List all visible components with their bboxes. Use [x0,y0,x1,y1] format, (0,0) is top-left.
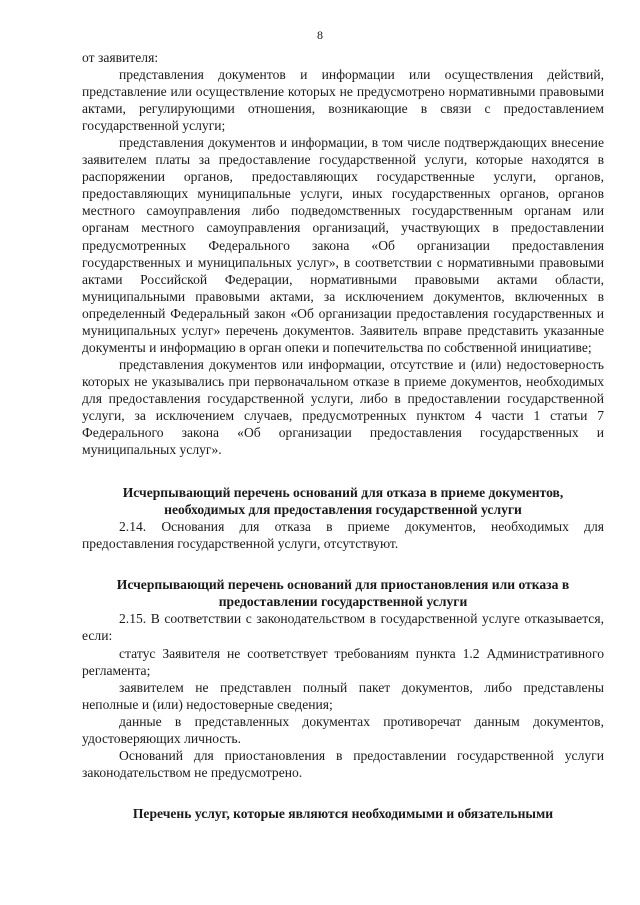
paragraph-item-3: представления документов или информации, отсутствие и (или) недостоверность которых не указывались при первоначальном отказе в приеме документов, необходимых для предоставления государственной услуги, либо в предоставлении государственной услуги, за исключением случаев, предусмотренных пунктом 4 части 1 статьи 7 Федерального закона «Об организации предоставления государственных и муниципальных услуг». [82,356,604,458]
paragraph-2-15: 2.15. В соответствии с законодательством в государственной услуге отказывается, если: [82,611,604,644]
section-heading-refusal-reasons: Исчерпывающий перечень оснований для отказа в приеме документов, необходимых для предоставления государственной услуги [122,485,564,518]
document-body [82,49,604,822]
paragraph-item-1: представления документов и информации или осуществления действий, представление или осуществление которых не предусмотрено нормативными правовыми актами, регулирующими отношения, возникающие в связи с предоставлением государственной услуги; [82,67,604,134]
paragraph-no-suspension: Оснований для приостановления в предоставлении государственной услуги законодательством не предусмотрено. [82,747,604,780]
section-heading-required-services: Перечень услуг, которые являются необходимыми и обязательными [132,805,554,821]
paragraph-2-14: 2.14. Основания для отказа в приеме документов, необходимых для предоставления государственной услуги, отсутствуют. [82,519,604,552]
paragraph-incomplete-documents: заявителем не представлен полный пакет документов, либо представлены неполные и (или) недостоверные сведения; [82,679,604,712]
paragraph-conflicting-data: данные в представленных документах противоречат данным документов, удостоверяющих личность. [82,713,604,746]
paragraph-item-2: представления документов и информации, в том числе подтверждающих внесение заявителем платы за предоставление государственной услуги, которые находятся в распоряжении органов, предоставляющих государственные услуги, органов, предоставляющих муниципальные услуги, иных государственных органов, органов местного самоуправления либо подведомственных государственным органам или органам местного самоуправления организаций, участвующих в предоставлении предусмотренных Федерального закона «Об организации предоставления государственных и муниципальных услуг», в соответствии с нормативными правовыми актами Российской Федерации, нормативными правовыми актами области, муниципальными правовыми актами, за исключением документов, включенных в определенный Федеральный закон «Об организации предоставления государственных и муниципальных услуг» перечень документов. Заявитель вправе представить указанные документы и информацию в орган опеки и попечительства по собственной инициативе; [82,135,604,355]
paragraph-applicant-status: статус Заявителя не соответствует требованиям пункта 1.2 Административного регламента; [82,645,604,678]
paragraph-intro: от заявителя: [82,50,159,65]
page-number: 8 [317,28,323,42]
section-heading-suspension-reasons: Исчерпывающий перечень оснований для приостановления или отказа в предоставлении государственной услуги [116,577,570,610]
